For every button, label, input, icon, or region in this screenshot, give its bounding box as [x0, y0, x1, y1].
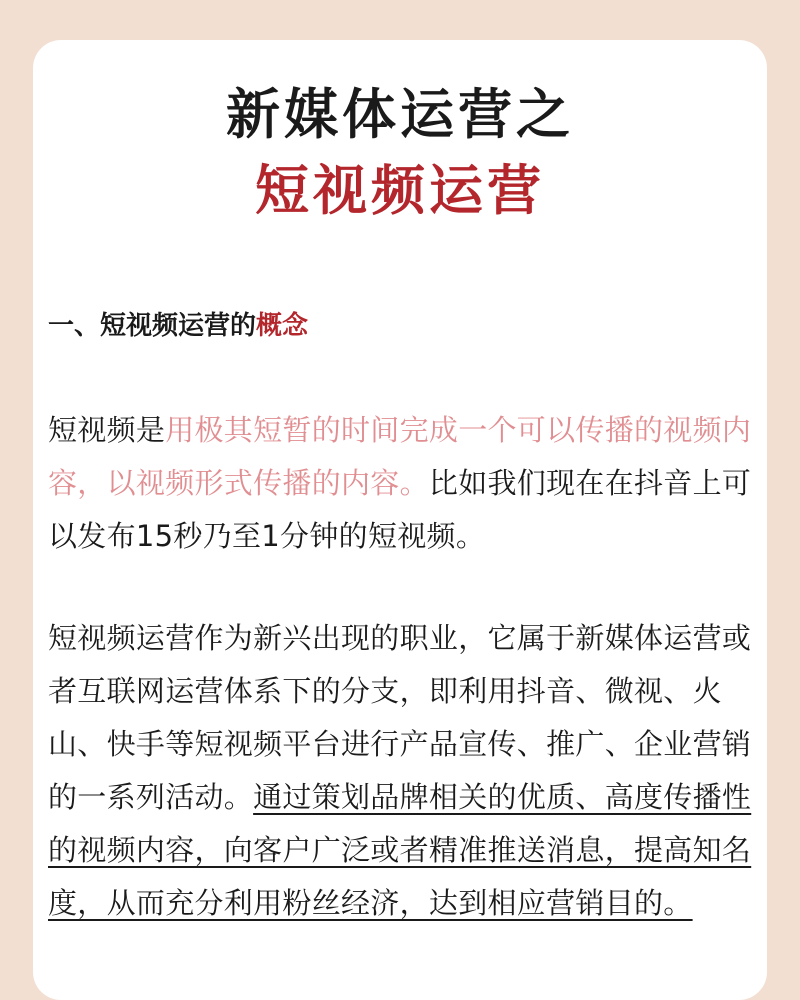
definition-paragraph [48, 404, 754, 563]
description-text: 短视频运营作为新兴出现的职业，它属于新媒体运营或者互联网运营体系下的分支，即利用抖音、微视、火山、快手等短视频平台进行产品宣传、推广、企业营销的一系列活动。 [48, 621, 752, 814]
page-subtitle: 短视频运营 [255, 159, 545, 222]
description-paragraph [48, 612, 754, 930]
section-heading [48, 306, 308, 346]
definition-example: 比如我们现在在抖音上可以发布15秒乃至1分钟的短视频。 [48, 466, 752, 553]
description-underlined: 通过策划品牌相关的优质、高度传播性的视频内容，向客户广泛或者精准推送消息，提高知名度，从而充分利用粉丝经济，达到相应营销目的。 [48, 780, 752, 920]
definition-lead: 短视频是 [48, 413, 166, 447]
section-heading-text: 一、短视频运营的 [48, 311, 257, 341]
page-title: 新媒体运营之 [226, 83, 574, 146]
definition-highlight: 用极其短暂的时间完成一个可以传播的视频内容，以视频形式传播的内容。 [48, 413, 752, 500]
section-heading-accent: 概念 [256, 311, 309, 341]
